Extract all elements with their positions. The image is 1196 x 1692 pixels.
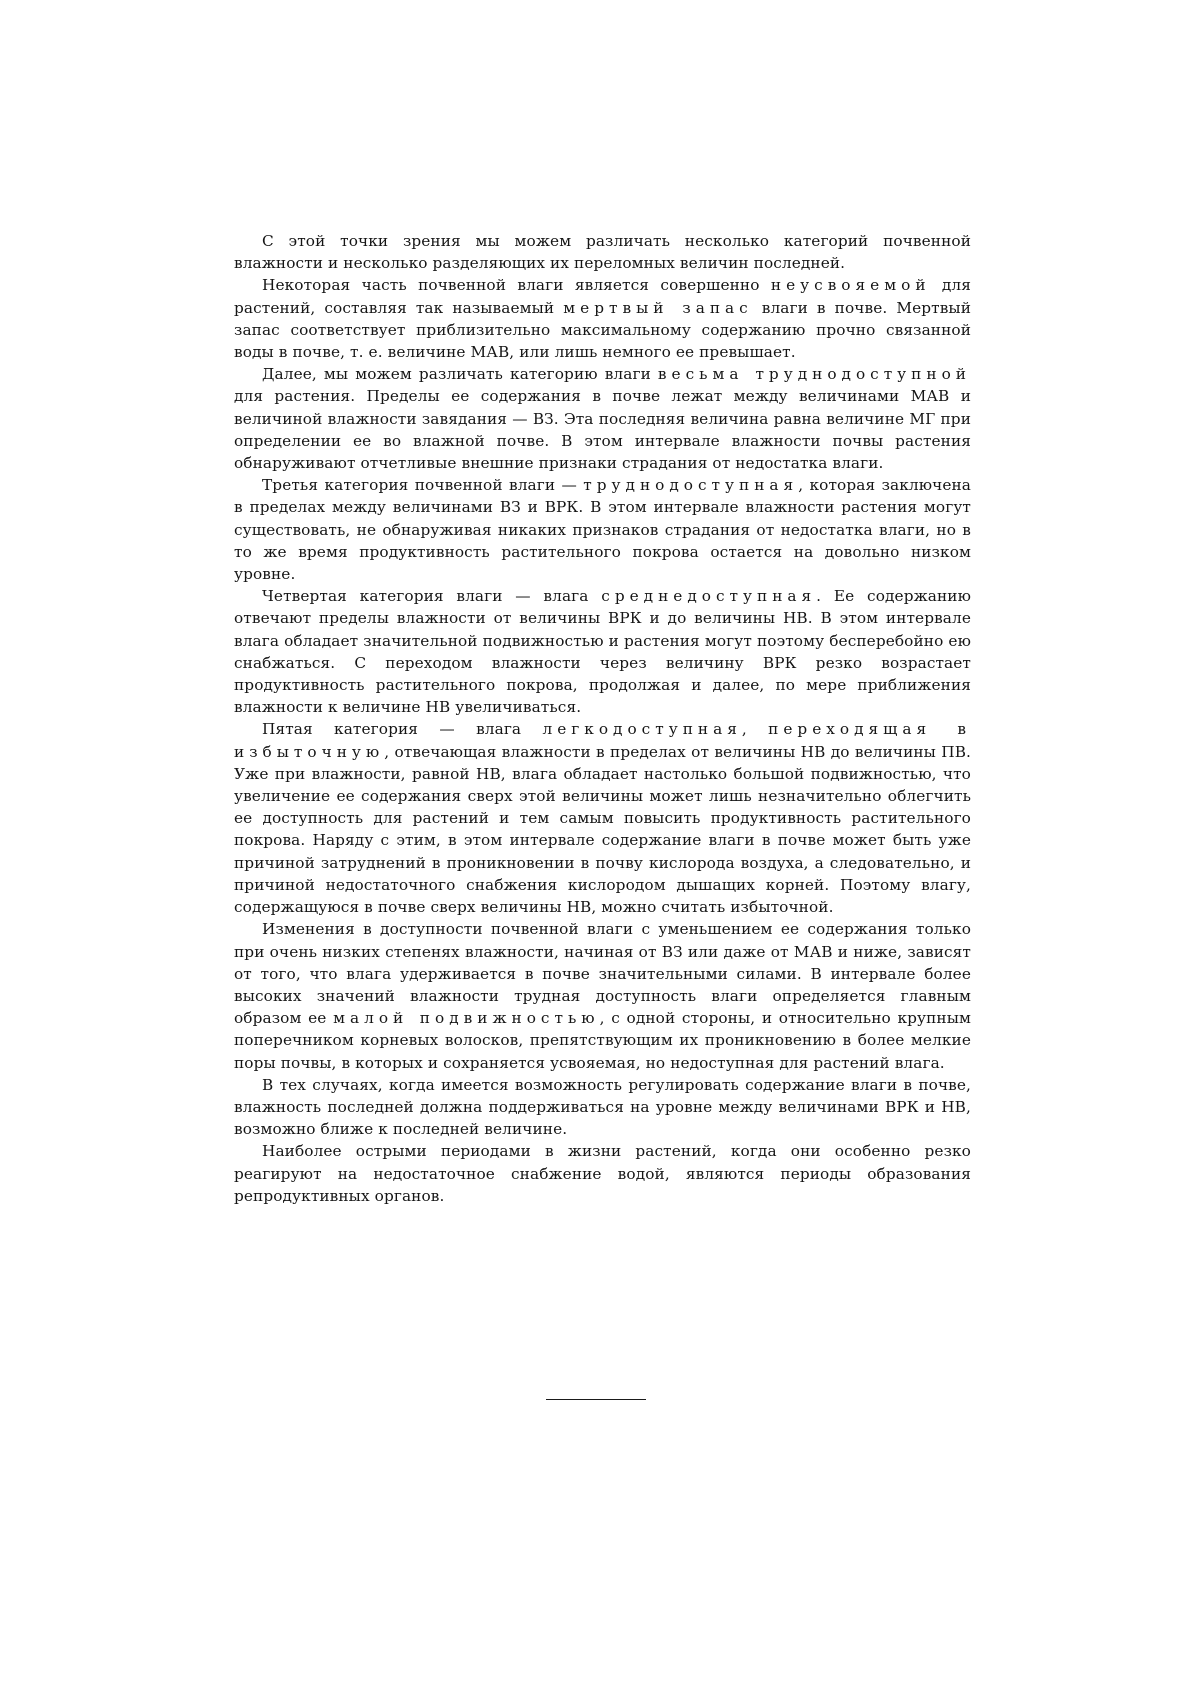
paragraph-text: ,: [741, 720, 769, 739]
paragraph: [234, 718, 971, 918]
paragraph: [234, 918, 971, 1073]
paragraph-text: Наиболее острыми периодами в жизни растений, когда они особенно резко реагируют на недостаточное снабжение водой, являются периоды образования репродуктивных органов.: [234, 1142, 971, 1205]
paragraph-text: , с одной стороны, и относительно крупным поперечником корневых волосков, препятствующим их проникновению в более мелкие поры почвы, в которых и сохраняется усвояемая, но недоступная для растений влага.: [234, 1009, 971, 1072]
paragraph-text: , отвечающая влажности в пределах от величины НВ до величины ПВ. Уже при влажности, равной НВ, влага обладает настолько большой подвижностью, что увеличение ее содержания сверх этой величины может лишь незначительно облегчить ее доступность для растений и тем самым повысить продуктивность растительного покрова. Наряду с этим, в этом интервале содержание влаги в почве может быть уже причиной затруднений в проникновении в почву кислорода воздуха, а следовательно, и причиной недостаточного снабжения кислородом дышащих корней. Поэтому влагу, содержащуюся в почве сверх величины НВ, можно считать избыточной.: [234, 742, 971, 917]
paragraph-text: влаги в почве. Мертвый запас соответствует приблизительно максимальному содержанию прочно связанной воды в почве, т. е. величине МАВ, или лишь немного ее превышает.: [234, 298, 971, 362]
paragraph: [234, 1074, 971, 1141]
paragraph: [234, 1140, 971, 1207]
body-text: [234, 230, 971, 1207]
paragraph: [234, 474, 971, 585]
paragraph-text: Третья категория почвенной влаги —: [262, 476, 584, 495]
paragraph-text: Изменения в доступности почвенной влаги с уменьшением ее содержания только при очень низких степенях влажности, начиная от ВЗ или даже от МАВ и ниже, зависят от того, что влага удерживается в почве значительными силами. В интервале более высоких значений влажности трудная доступность влаги определяется главным образом ее: [234, 920, 971, 1028]
paragraph: [234, 363, 971, 474]
paragraph-text: Четвертая категория влаги — влага: [262, 587, 602, 606]
emphasized-term: весьма труднодоступной: [657, 365, 971, 384]
emphasized-term: легкодоступная: [542, 720, 742, 739]
emphasized-term: мертвый запас: [563, 298, 753, 317]
paragraph-text: для растения. Пределы ее содержания в почве лежат между величинами МАВ и величиной влажности завядания — ВЗ. Эта последняя величина равна величине МГ при определении ее во влажной почве. В этом интервале влажности почвы растения обнаруживают отчетливые внешние признаки страдания от недостатка влаги.: [234, 387, 971, 473]
emphasized-term: неусвояемой: [770, 276, 931, 295]
paragraph-text: Пятая категория — влага: [262, 720, 543, 739]
paragraph-text: С этой точки зрения мы можем различать несколько категорий почвенной влажности и несколько разделяющих их переломных величин последней.: [234, 232, 971, 273]
paragraph-text: Далее, мы можем различать категорию влаги: [262, 365, 658, 384]
end-of-section-rule: [546, 1399, 646, 1400]
paragraph: [234, 230, 971, 274]
paragraph: [234, 274, 971, 363]
paragraph: [234, 585, 971, 718]
emphasized-term: среднедоступная: [601, 587, 817, 606]
paragraph-text: для растений, составляя так называемый: [234, 276, 971, 317]
emphasized-term: переходящая в избыточную: [234, 720, 971, 761]
paragraph-text: , которая заключена в пределах между величинами ВЗ и ВРК. В этом интервале влажности растения могут существовать, не обнаруживая никаких признаков страдания от недостатка влаги, но в то же время продуктивность растительного покрова остается на довольно низком уровне.: [234, 476, 972, 584]
paragraph-text: . Ее содержанию отвечают пределы влажности от величины ВРК и до величины НВ. В этом интервале влага обладает значительной подвижностью и растения могут поэтому бесперебойно ею снабжаться. С переходом влажности через величину ВРК резко возрастает продуктивность растительного покрова, продолжая и далее, по мере приближения влажности к величине НВ увеличиваться.: [234, 587, 971, 717]
emphasized-term: малой подвижностью: [333, 1009, 600, 1028]
paragraph-text: Некоторая часть почвенной влаги является совершенно: [262, 276, 771, 295]
paragraph-text: В тех случаях, когда имеется возможность регулировать содержание влаги в почве, влажность последней должна поддерживаться на уровне между величинами ВРК и НВ, возможно ближе к последней величине.: [234, 1075, 971, 1139]
emphasized-term: труднодоступная: [583, 476, 799, 495]
